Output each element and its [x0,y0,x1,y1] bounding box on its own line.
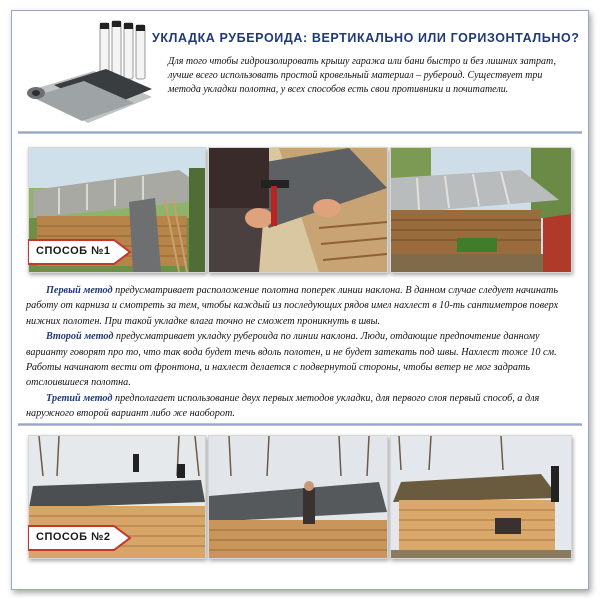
article-body [26,283,574,422]
page-title: УКЛАДКА РУБЕРОИДА: ВЕРТИКАЛЬНО ИЛИ ГОРИЗОНТАЛЬНО? [152,31,580,45]
badge-method1-label: СПОСОБ №1 [36,245,111,257]
badge-method2-label: СПОСОБ №2 [36,531,111,543]
divider-bottom [18,423,582,426]
photo-method1-house [390,147,572,273]
paragraph-method2 [26,329,574,391]
header [12,11,588,131]
term-method1: Первый метод [46,285,113,296]
photo-method2-roof [208,435,388,559]
roofing-roll-illustration [24,19,154,129]
photo-method2-finished [390,435,572,559]
term-method2: Второй метод [46,331,114,343]
text-method2: предусматривает укладку рубероида по линии наклона. Люди, отдающие предпочтение данному варианту говорят про то, что так вода будет течь вдоль полотен, и не будет затекать под швы. Нахлест тоже 10 см. Работы начинают вести от фронтона, и нахлест делается с подвернутой стороны, чтобы ветер не мог задрать отслоившиеся полотна. [26,331,557,389]
intro-text: Для того чтобы гидроизолировать крышу гаража или бани быстро и без лишних затрат, лучше всего использовать простой кровельный материал – рубероид. Существует три метода укладки полотна, у всех способов есть свои противники и почитатели. [168,56,557,95]
paragraph-method1 [26,283,574,329]
paragraph-method3 [26,391,574,422]
badge-method2 [28,525,132,551]
badge-method1 [28,239,132,265]
divider-top [18,131,582,134]
text-method3: предполагает использование двух первых методов укладки, для первого слоя первый способ, а для наружного второй вариант либо же наоборот. [26,392,540,420]
photo-method1-worker [208,147,388,273]
text-method1: предусматривает расположение полотна поперек линии наклона. В данном случае следует начинать работу от карниза и смотреть за тем, чтобы каждый из последующих рядов имел нахлест в 10-ть сантиметров поверх нижних полотен. При такой укладке влага точно не сможет проникнуть в швы. [26,285,559,327]
term-method3: Третий метод [46,392,113,404]
article-card [11,10,589,590]
